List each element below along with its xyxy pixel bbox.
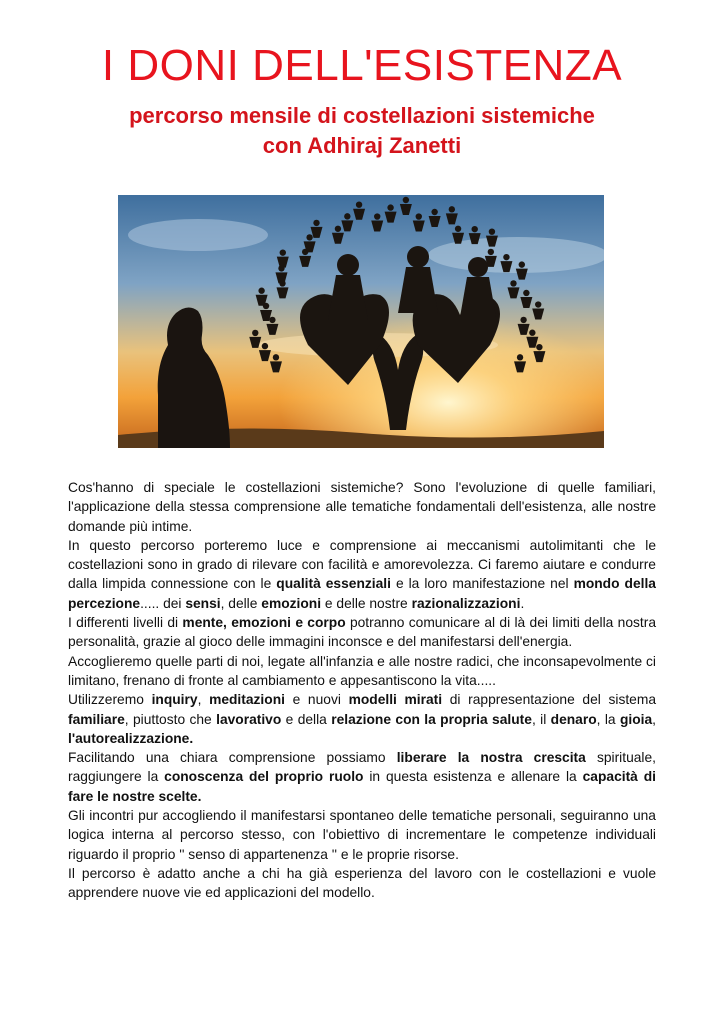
paragraph-3: I differenti livelli di mente, emozioni e corpo potranno comunicare al di là dei limiti della nostra personalità, grazie al gioco delle immagini inconsce e del manifestarsi dell'energia. [68, 615, 656, 650]
paragraph-6: Facilitando una chiara comprensione possiamo liberare la nostra crescita spirituale, raggiungere la conoscenza del proprio ruolo in questa esistenza e allenare la capacità di fare le nostre scelte. [68, 750, 656, 804]
paragraph-1: Cos'hanno di speciale le costellazioni sistemiche? Sono l'evoluzione di quelle familiari, l'applicazione della stessa comprensione alle tematiche fondamentali dell'esistenza, alle nostre domande più intime. [68, 480, 656, 534]
body-text [68, 478, 656, 903]
paragraph-4: Accoglieremo quelle parti di noi, legate all'infanzia e alle nostre radici, che inconsapevolmente ci limitano, frenano di fronte al cambiamento e appesantiscono la vita..... [68, 653, 656, 688]
paragraph-5: Utilizzeremo inquiry, meditazioni e nuovi modelli mirati di rappresentazione del sistema familiare, piuttosto che lavorativo e della relazione con la propria salute, il denaro, la gioia, l'autorealizzazione. [68, 692, 657, 746]
paragraph-8: Il percorso è adatto anche a chi ha già esperienza del lavoro con le costellazioni e vuole apprendere nuove vie ed applicazioni del modello. [68, 865, 656, 901]
subtitle-line-1: percorso mensile di costellazioni sistemiche [129, 103, 595, 128]
subtitle-line-2: con Adhiraj Zanetti [262, 133, 462, 158]
page-title: I DONI DELL'ESISTENZA [101, 41, 623, 90]
paragraph-7: Gli incontri pur accogliendo il manifestarsi spontaneo delle tematiche personali, seguiranno una logica interna al percorso stesso, con l'obiettivo di incrementare le competenze individuali riguardo il proprio '' senso di appartenenza '' e le proprie risorse. [68, 808, 656, 862]
paragraph-2: In questo percorso porteremo luce e comprensione ai meccanismi autolimitanti che le costellazioni sono in grado di rilevare con facilità e amorevolezza. Ci faremo aiutare e condurre dalla limpida connessione con le qualità essenziali e la loro manifestazione nel mondo della percezione..... dei sensi, delle emozioni e delle nostre razionalizzazioni. [68, 537, 656, 611]
subtitle [0, 101, 724, 161]
header-illustration [118, 195, 604, 448]
sunset-figures-image [118, 195, 604, 448]
